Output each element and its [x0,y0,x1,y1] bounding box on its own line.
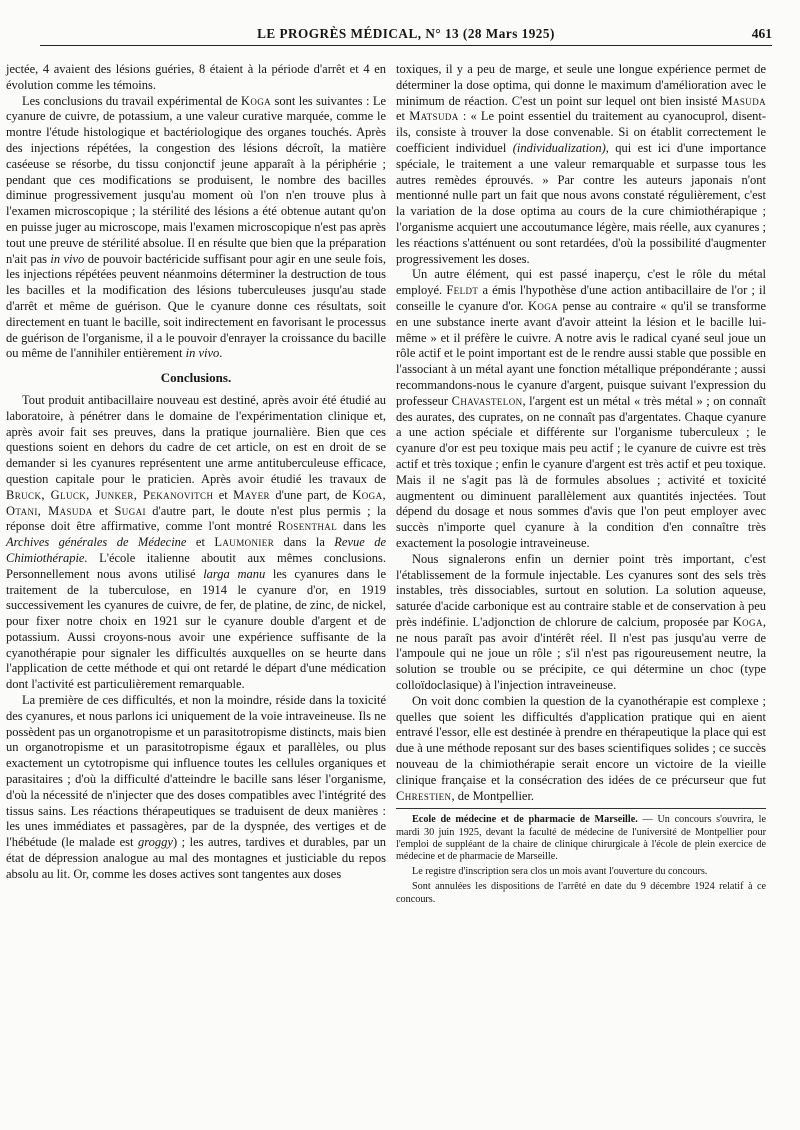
page-number: 461 [751,26,772,41]
section-title: Conclusions. [160,370,232,386]
running-title: LE PROGRÈS MÉDICAL, N° 13 (28 Mars 1925) [257,26,555,41]
paragraph: toxiques, il y a peu de marge, et seule une longue expérience permet de déterminer la dose optima, qui donne le maximum d'amélioration avec le minimum de réaction. C'est un point sur lequel ont bien insisté Masuda et Matsuda : « Le point essentiel du traitement au cyanocuprol, disent-ils, consiste à trouver la dose convenable. Si on établit correctement le coefficient individuel (individualization), qui est ici d'une importance spéciale, le traitement a une valeur remarquable et surpasse tous les autres remèdes éprouvés. » Par contre les auteurs japonais n'ont mentionné nulle part un fait que nous avons constaté régulièrement, c'est la variation de la dose optima au cours de la cure chimiothérapique ; l'organisme acquiert une accoutumance légère, mais réelle, aux cyanures ; les réactions s'atténuent ou sont retardées, d'où la possibilité d'augmenter progressivement les doses. [396,62,767,266]
news-note [396,814,766,905]
right-column [396,62,766,909]
note-paragraph: Ecole de médecine et de pharmacie de Marseille. — Un concours s'ouvrira, le mardi 30 juin 1925, devant la faculté de médecine de l'université de Montpellier pour l'emploi de suppléant de la chaire de clinique chirurgicale à l'école de plein exercice de médecine et de pharmacie de Marseille. [396,814,766,863]
page-header [40,26,772,48]
column-divider-rule [396,808,766,809]
note-paragraph: Le registre d'inscription sera clos un mois avant l'ouverture du concours. [412,866,708,878]
paragraph: jectée, 4 avaient des lésions guéries, 8 étaient à la période d'arrêt et 4 en évolution comme les témoins. [6,62,386,92]
paragraph: La première de ces difficultés, et non la moindre, réside dans la toxicité des cyanures, et nous parlons ici uniquement de la voie intraveineuse. Ils ne possèdent pas un organotropisme et un parasitotropisme distincts, mais bien un organotropisme et un parasitotropisme égaux et parallèles, ou plus exactement un cytotropisme qui influence toutes les cellules organiques et parasitaires ; d'où la difficulté d'atteindre le bacille sans léser l'organisme, d'où la nécessité de n'injecter que des doses compatibles avec l'intégrité des tissus sains. Les réactions thérapeutiques se traduisent de deux manières : les unes immédiates et passagères, par de la dyspnée, des vertiges et de l'hébétude (le malade est groggy) ; les autres, tardives et durables, par un état de dépression analogue au mal des montagnes et justiciable du repos absolu au lit. Or, comme les doses actives sont tangentes aux doses [6,693,387,881]
note-paragraph: Sont annulées les dispositions de l'arrêté en date du 9 décembre 1924 relatif à ce concours. [396,881,766,905]
paragraph: Tout produit antibacillaire nouveau est destiné, après avoir été étudié au laboratoire, à pénétrer dans le domaine de l'expérimentation clinique et, après avoir fait ses preuves, dans la pratique journalière. Bien que ces questions soient en dehors du cadre de cet article, on est en droit de se demander si les cyanures représentent une arme antituberculeuse efficace, question capitale pour le praticien. Après avoir étudié les travaux de Bruck, Gluck, Junker, Pekanovitch et Mayer d'une part, de Koga, Otani, Masuda et Sugai d'autre part, le doute n'est plus permis ; la réponse doit être affirmative, comme l'ont montré Rosenthal dans les Archives générales de Médecine et Laumonier dans la Revue de Chimiothérapie. L'école italienne aboutit aux mêmes conclusions. Personnellement nous avons utilisé larga manu les cyanures dans le traitement de la tuberculose, en 1914 le cyanure d'or, en 1919 successivement les cyanures de cuivre, de fer, de platine, de zinc, de nickel, pour fixer notre choix en 1921 sur le cyanure double d'argent et de potassium. Aussi croyons-nous avoir une expérience suffisante de la cyanothérapie pour signaler les difficultés auxquelles on se heurte dans l'application de cette méthode et qui ont retardé le départ d'une médication dont l'activité est particulièrement remarquable. [6,392,387,692]
paragraph: Nous signalerons enfin un dernier point très important, c'est l'établissement de la formule injectable. Les cyanures sont des sels très instables, très dissociables, surtout en solution. La solution aqueuse, saturée d'acide carbonique est au contraire stable et de conservation à peu près indéfinie. L'adjonction de chlorure de calcium, proposée par Koga, ne nous paraît pas avoir d'intérêt réel. Il n'est pas jusqu'au verre de l'ampoule qui ne joue un rôle ; s'il n'est pas rigoureusement neutre, la solution se trouble ou se précipite, ce qui détermine un choc (type colloïdoclasique) à l'injection intraveineuse. [396,551,766,693]
left-column [0,62,386,883]
header-rule [40,45,772,46]
paragraph: On voit donc combien la question de la cyanothérapie est complexe ; quelles que soient les difficultés d'application pratique qui en aient entravé l'essor, elle est destinée à prendre en thérapeutique la place qui est due à une méthode reposant sur des bases scientifiques solides ; ce succès nouveau de la chimiothérapie serait encore un victoire de la vieille clinique française et la consécration des idées de ce précurseur que fut Chrestien, de Montpellier. [396,693,766,803]
paragraph: Un autre élément, qui est passé inaperçu, c'est le rôle du métal employé. Feldt a émis l'hypothèse d'une action antibacillaire de l'or ; il conseille le cyanure d'or. Koga pense au contraire « qu'il se transforme en une substance inerte avant d'avoir atteint la lésion et le bacille lui-même » et il préfère le cuivre. A notre avis le radical cyané seul joue un rôle actif et le point important est de le rendre aussi stable que possible en l'associant à un métal ayant une fonction métallique prépondérante ; aussi recommandons-nous le cyanure d'argent, puisque suivant l'expression du professeur Chavastelon, l'argent est un métal « très métal » ; on connaît des aurates, des cuprates, on ne connaît pas d'argentates. Chaque cyanure a une action spéciale et différente sur l'organisme tuberculeux ; le cyanure d'or est peu toxique mais peu actif ; le cyanure de cuivre est très actif et très toxique ; enfin le cyanure d'argent est très actif et peu toxique. Mais il ne s'agit pas là de formules absolues ; activité et toxicité augmentent ou diminuent parallèlement aux quantités injectées. Tout dépend du dosage et nous sommes d'avis que l'on peut employer avec succès n'importe quel cyanure à la condition d'en connaître très exactement la posologie intraveineuse. [396,267,767,550]
paragraph: Les conclusions du travail expérimental de Koga sont les suivantes : Le cyanure de cuivre, de potassium, a une valeur curative marquée, comme le montre l'étude histologique et bactériologique des organes touchés. Après des injections répétées, la congestion des lésions décroît, la matière caséeuse se résorbe, du tissu conjonctif jeune apparaît à la périphérie ; pendant que ces modifications se produisent, le nombre des bacilles diminue progressivement jusqu'au moment où l'on n'en trouve plus à l'examen microscopique ; la stérilité des lésions a été obtenue autant qu'on en puisse juger au microscope, mais l'examen microscopique n'est pas après tout une preuve de stérilité absolue. Il en résulte que bien que la préparation n'ait pas in vivo de pouvoir bactéricide suffisant pour agir en une seule fois, les injections répétées peuvent néanmoins déterminer la destruction de tous les bacilles et la modification des lésions tuberculeuses jusqu'au stade d'arrêt et même de guérison. Que le cyanure donne ces résultats, soit directement en tuant le bacille, soit indirectement en favorisant le processus de guérison de l'organisme, il a le pouvoir d'enrayer la croissance du bacille ou même de l'annihiler entièrement in vivo. [6,93,387,361]
